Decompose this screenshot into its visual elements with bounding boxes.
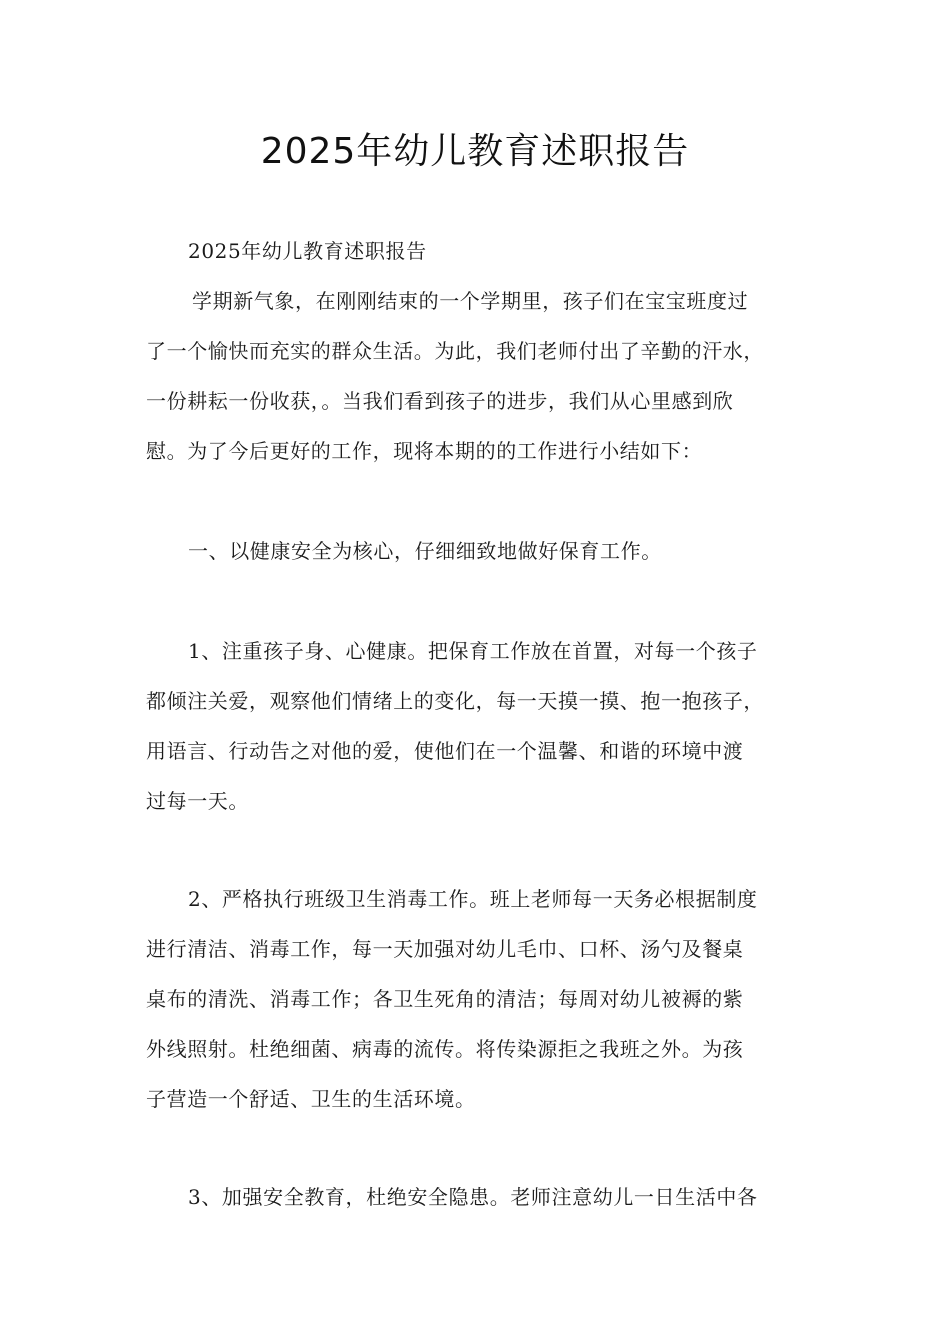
item2-line-4: 外线照射。杜绝细菌、病毒的流传。将传染源拒之我班之外。为孩 (146, 1037, 744, 1061)
item2-line-3: 桌布的清洗、消毒工作；各卫生死角的清洁；每周对幼儿被褥的紫 (146, 987, 744, 1011)
item1-line-4: 过每一天。 (146, 789, 249, 813)
item2-line-1: 2、严格执行班级卫生消毒工作。班上老师每一天务必根据制度 (188, 887, 758, 911)
subtitle-line: 2025年幼儿教育述职报告 (188, 239, 427, 263)
item1-line-2: 都倾注关爱，观察他们情绪上的变化，每一天摸一摸、抱一抱孩子， (146, 689, 764, 713)
intro-line-4: 慰。为了今后更好的工作，现将本期的的工作进行小结如下： (146, 439, 703, 463)
intro-line-2: 了一个愉快而充实的群众生活。为此，我们老师付出了辛勤的汗水， (146, 339, 764, 363)
item1-line-3: 用语言、行动告之对他的爱，使他们在一个温馨、和谐的环境中渡 (146, 739, 744, 763)
section-heading-1: 一、以健康安全为核心，仔细细致地做好保育工作。 (188, 539, 662, 563)
item2-line-2: 进行清洁、消毒工作，每一天加强对幼儿毛巾、口杯、汤勺及餐桌 (146, 937, 744, 961)
intro-line-1: 学期新气象，在刚刚结束的一个学期里，孩子们在宝宝班度过 (192, 289, 749, 313)
intro-line-3: 一份耕耘一份收获，。当我们看到孩子的进步，我们从心里感到欣 (146, 389, 734, 413)
item3-line-1: 3、加强安全教育，杜绝安全隐患。老师注意幼儿一日生活中各 (188, 1185, 758, 1209)
item1-line-1: 1、注重孩子身、心健康。把保育工作放在首置，对每一个孩子 (188, 639, 758, 663)
document-title: 2025年幼儿教育述职报告 (260, 131, 690, 172)
item2-line-5: 子营造一个舒适、卫生的生活环境。 (146, 1087, 476, 1111)
